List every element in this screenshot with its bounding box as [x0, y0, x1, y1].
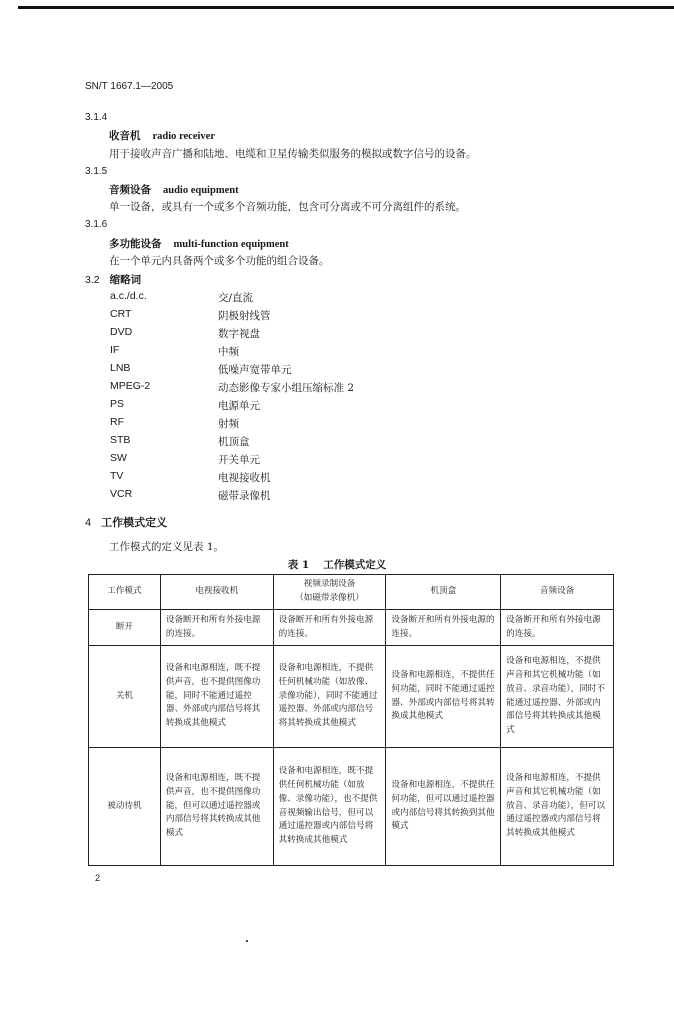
header-stb: 机顶盒	[386, 575, 501, 610]
page-number: 2	[95, 873, 101, 883]
row-mode: 关机	[89, 646, 161, 748]
section-number: 3.2	[85, 274, 100, 286]
abbr-meaning: 动态影像专家小组压缩标准 2	[218, 382, 355, 394]
table-cell: 设备和电源相连，不提供任何机械功能（如放像、录像功能），同时不能通过遥控器、外部或内部信号将其转换成其他模式	[273, 646, 386, 748]
table-cell: 设备和电源相连，既不提供声音，也不提供图像功能，但可以通过遥控器或内部信号将其转换成其他模式	[160, 748, 273, 866]
abbr-meaning: 低噪声宽带单元	[218, 364, 292, 376]
abbr-meaning: 中频	[218, 346, 239, 358]
abbr: SW	[110, 452, 127, 464]
abbr-meaning: 阴极射线管	[218, 310, 271, 322]
header-tv: 电视接收机	[160, 575, 273, 610]
abbreviations-heading	[85, 272, 141, 287]
table-cell: 设备和电源相连，不提供任何功能，同时不能通过遥控器、外部或内部信号将其转换成其他模式	[386, 646, 501, 748]
table-cell: 设备和电源相连，不提供任何功能，但可以通过遥控器或内部信号将其转换到其他模式	[386, 748, 501, 866]
standard-code-header: SN/T 1667.1—2005	[85, 81, 174, 92]
abbr-meaning: 开关单元	[218, 454, 260, 466]
abbr: DVD	[110, 326, 133, 338]
top-rule	[18, 6, 674, 9]
table-row	[89, 646, 614, 748]
table-row	[89, 610, 614, 646]
header-audio: 音频设备	[501, 575, 614, 610]
section-title: 工作模式定义	[101, 516, 168, 529]
section-4-heading	[85, 514, 167, 530]
term-en: audio equipment	[163, 185, 239, 196]
table-cell: 设备和电源相连，不提供声音和其它机械功能（如放音、录音功能），但可以通过遥控器或内部信号将其转换成其他模式	[501, 748, 614, 866]
table-cell: 设备断开和所有外接电源的连接。	[160, 610, 273, 646]
section-title: 缩略词	[109, 274, 142, 286]
table-row	[89, 748, 614, 866]
abbr-meaning: 交/直流	[218, 292, 254, 304]
definition-text: 在一个单元内具备两个或多个功能的组合设备。	[109, 255, 330, 267]
header-video-recorder-line1: 视频录制设备	[303, 579, 356, 590]
abbr: STB	[110, 434, 131, 446]
abbr: RF	[110, 416, 124, 428]
row-mode: 断开	[89, 610, 161, 646]
definition-text: 单一设备，或具有一个或多个音频功能，包含可分离或不可分离组件的系统。	[109, 201, 466, 213]
table-cell: 设备断开和所有外接电源的连接。	[386, 610, 501, 646]
abbr-meaning: 数字视盘	[218, 328, 260, 340]
table-cell: 设备和电源相连，既不提供任何机械功能（如放像、录像功能），也不提供音视频输出信号，但可以通过遥控器或内部信号将其转换成其他模式	[273, 748, 386, 866]
table-caption	[0, 557, 674, 572]
term-cn: 收音机	[109, 130, 141, 142]
term-cn: 音频设备	[109, 184, 151, 196]
header-mode: 工作模式	[89, 575, 161, 610]
header-video-recorder-line2: （如磁带录像机）	[295, 593, 364, 603]
abbr-meaning: 磁带录像机	[218, 490, 271, 502]
abbr: MPEG-2	[110, 380, 151, 392]
operating-modes-table	[88, 574, 614, 866]
term-multi-function-equipment	[109, 236, 289, 251]
abbr-meaning: 电视接收机	[218, 472, 271, 484]
abbr-meaning: 机顶盒	[218, 436, 250, 448]
abbr-meaning: 射频	[218, 418, 239, 430]
table-caption-label: 表 1	[287, 559, 310, 571]
table-cell: 设备断开和所有外接电源的连接。	[501, 610, 614, 646]
term-en: multi-function equipment	[173, 239, 289, 250]
abbr: LNB	[110, 362, 131, 374]
section-number: 4	[85, 517, 92, 529]
table-cell: 设备和电源相连，既不提供声音，也不提供图像功能，同时不能通过遥控器、外部或内部信号将其转换成其他模式	[160, 646, 273, 748]
scan-speck	[246, 940, 248, 942]
abbr: PS	[110, 398, 125, 410]
table-cell: 设备断开和所有外接电源的连接。	[273, 610, 386, 646]
term-cn: 多功能设备	[109, 238, 162, 250]
table-header-row	[89, 575, 614, 610]
section-intro: 工作模式的定义见表 1。	[109, 541, 225, 553]
abbr: TV	[110, 470, 124, 482]
header-video-recorder	[273, 575, 386, 610]
definition-text: 用于接收声音广播和陆地、电缆和卫星传输类似服务的模拟或数字信号的设备。	[109, 148, 477, 160]
table-cell: 设备和电源相连，不提供声音和其它机械功能（如放音、录音功能），同时不能通过遥控器、外部或内部信号将其转换成其他模式	[501, 646, 614, 748]
table-caption-title: 工作模式定义	[323, 559, 387, 571]
abbr-meaning: 电源单元	[218, 400, 260, 412]
abbr: IF	[110, 344, 120, 356]
abbr: CRT	[110, 308, 132, 320]
clause-number-3-1-4: 3.1.4	[85, 112, 108, 123]
term-radio-receiver	[109, 128, 215, 143]
abbr: VCR	[110, 488, 133, 500]
term-en: radio receiver	[152, 131, 215, 142]
abbr: a.c./d.c.	[110, 290, 147, 302]
term-audio-equipment	[109, 182, 239, 197]
clause-number-3-1-5: 3.1.5	[85, 166, 108, 177]
row-mode: 被动待机	[89, 748, 161, 866]
clause-number-3-1-6: 3.1.6	[85, 219, 108, 230]
